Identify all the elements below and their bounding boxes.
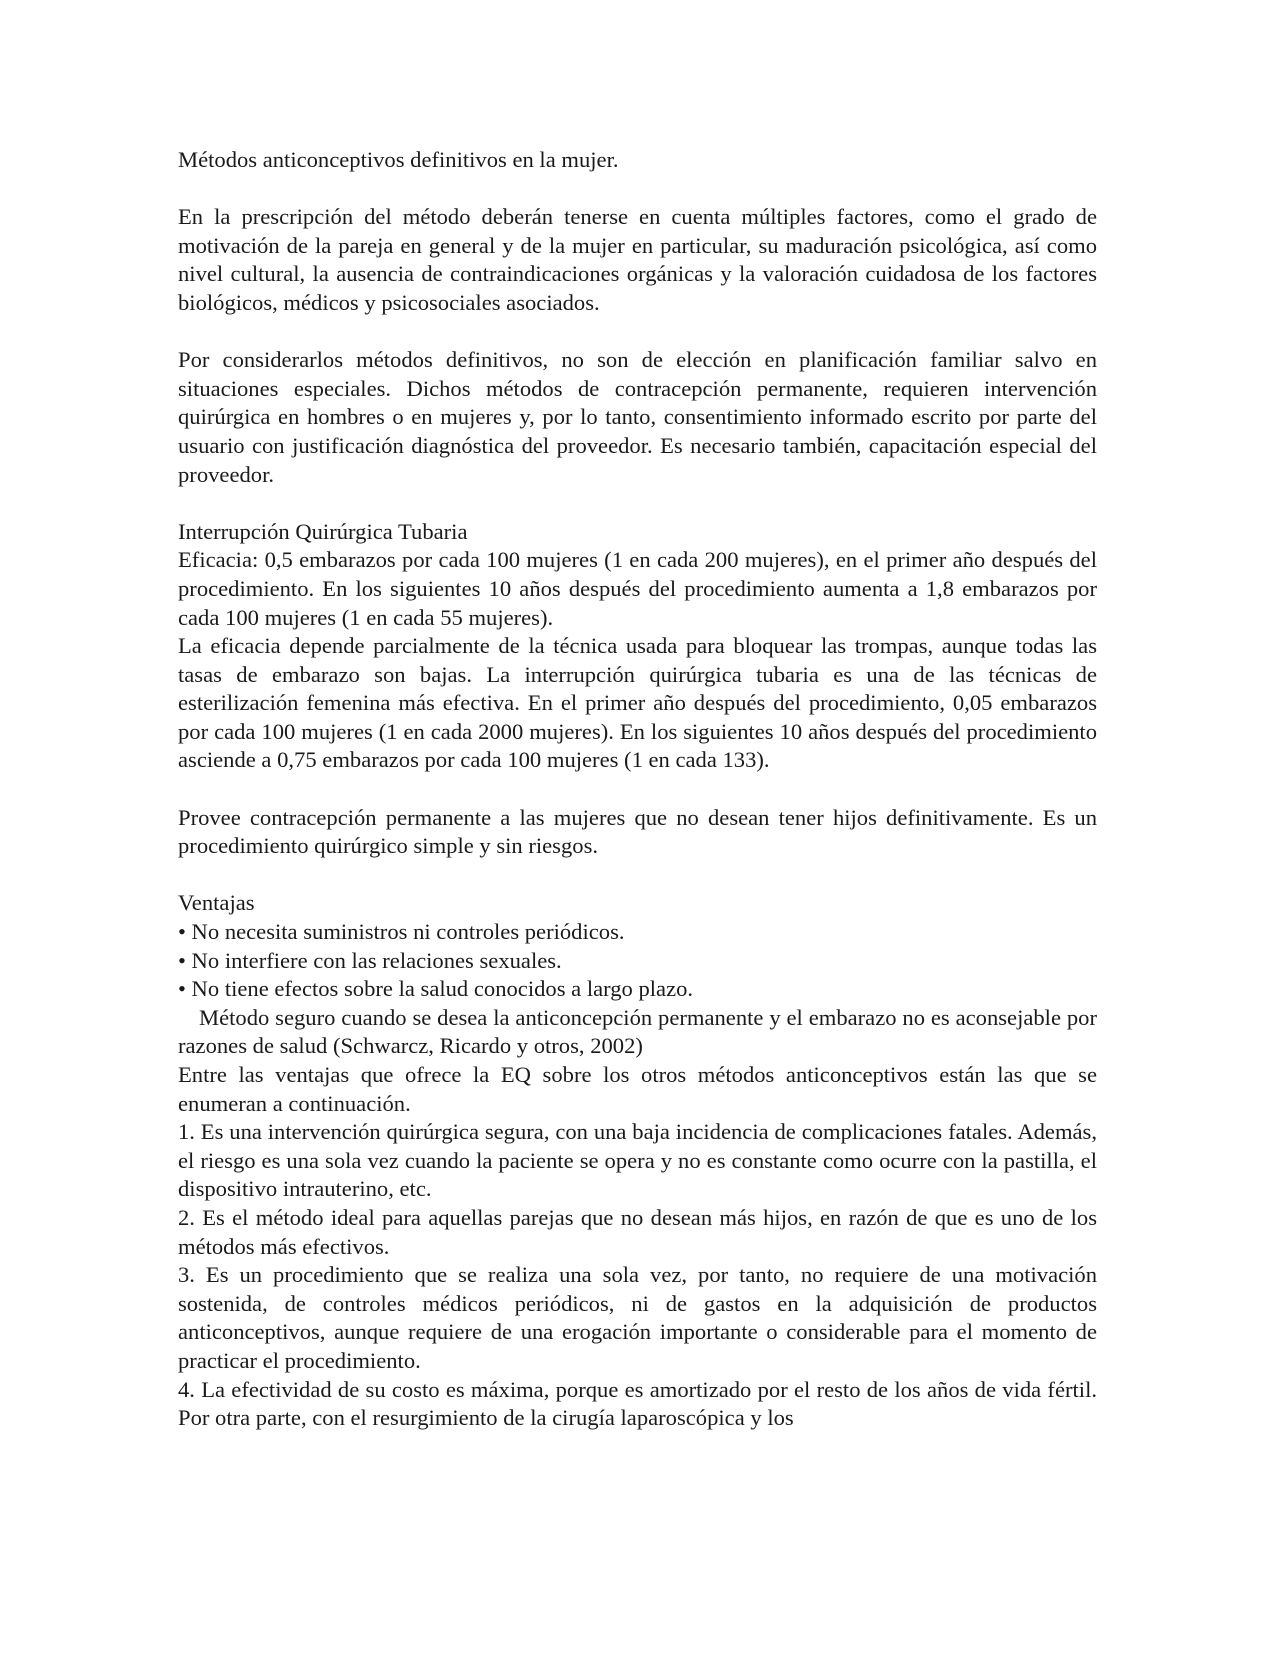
- section-heading-tubal: Interrupción Quirúrgica Tubaria: [178, 518, 468, 544]
- paragraph-intro: En la prescripción del método deberán tenerse en cuenta múltiples factores, como el grado de motivación de la pareja en general y de la mujer en particular, su maduración psicológica, así como nivel cultural, la ausencia de contraindicaciones orgánicas y la valoración cuidadosa de los factores biológicos, médicos y psicosociales asociados.: [178, 204, 1097, 315]
- paragraph-technique: La eficacia depende parcialmente de la técnica usada para bloquear las trompas, aunque todas las tasas de embarazo son bajas. La interrupción quirúrgica tubaria es una de las técnicas de esterilización femenina más efectiva. En el primer año después del procedimiento, 0,05 embarazos por cada 100 mujeres (1 en cada 2000 mujeres). En los siguientes 10 años después del procedimiento asciende a 0,75 embarazos por cada 100 mujeres (1 en cada 133).: [178, 633, 1097, 773]
- paragraph-eq-intro: Entre las ventajas que ofrece la EQ sobre los otros métodos anticonceptivos están las que se enumeran a continuación.: [178, 1062, 1097, 1116]
- paragraph-efficacy: Eficacia: 0,5 embarazos por cada 100 mujeres (1 en cada 200 mujeres), en el primer año después del procedimiento. En los siguientes 10 años después del procedimiento aumenta a 1,8 embarazos por cada 100 mujeres (1 en cada 55 mujeres).: [178, 547, 1097, 630]
- bullet-item: • No tiene efectos sobre la salud conocidos a largo plazo.: [178, 976, 694, 1002]
- numbered-item: 4. La efectividad de su costo es máxima, porque es amortizado por el resto de los años de vida fértil. Por otra parte, con el resurgimiento de la cirugía laparoscópica y los: [178, 1376, 1097, 1431]
- numbered-item: 3. Es un procedimiento que se realiza una sola vez, por tanto, no requiere de una motivación sostenida, de controles médicos periódicos, ni de gastos en la adquisición de productos anticonceptivos, aunque requiere de una erogación importante o considerable para el momento de practicar el procedimiento.: [178, 1262, 1097, 1373]
- paragraph-provides: Provee contracepción permanente a las mujeres que no desean tener hijos definitivamente. Es un procedimiento quirúrgico simple y sin riesgos.: [178, 804, 1097, 859]
- advantages-heading: Ventajas: [178, 890, 255, 916]
- bullet-item: • No necesita suministros ni controles periódicos.: [178, 919, 625, 945]
- numbered-item: 2. Es el método ideal para aquellas parejas que no desean más hijos, en razón de que es uno de los métodos más efectivos.: [178, 1204, 1097, 1259]
- numbered-item: 1. Es una intervención quirúrgica segura, con una baja incidencia de complicaciones fatales. Además, el riesgo es una sola vez cuando la paciente se opera y no es constante como ocurre con la pastilla, el dispositivo intrauterino, etc.: [178, 1119, 1097, 1202]
- document-title: Métodos anticonceptivos definitivos en la mujer.: [178, 147, 619, 172]
- bullet-item: • No interfiere con las relaciones sexuales.: [178, 947, 562, 973]
- document-body: [178, 146, 1097, 1433]
- paragraph-definitive-methods: Por considerarlos métodos definitivos, no son de elección en planificación familiar salvo en situaciones especiales. Dichos métodos de contracepción permanente, requieren intervención quirúrgica en hombres o en mujeres y, por lo tanto, consentimiento informado escrito por parte del usuario con justificación diagnóstica del proveedor. Es necesario también, capacitación especial del proveedor.: [178, 347, 1097, 487]
- paragraph-safe-method: Método seguro cuando se desea la anticoncepción permanente y el embarazo no es aconsejable por razones de salud (Schwarcz, Ricardo y otros, 2002): [178, 1004, 1097, 1059]
